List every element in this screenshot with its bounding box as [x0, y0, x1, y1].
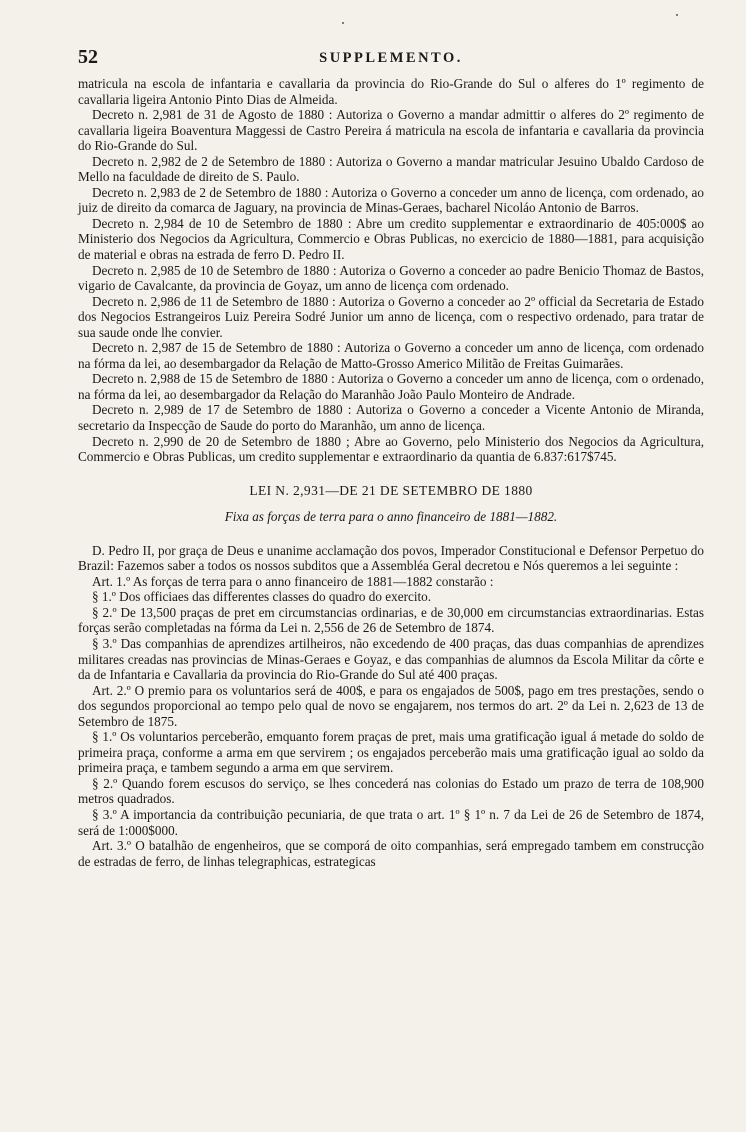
law-paragraph: § 1.º Dos officiaes das differentes classes do quadro do exercito. — [92, 589, 432, 605]
page-header — [78, 46, 704, 76]
decree-paragraph: Decreto n. 2,986 de 11 de Setembro de 1880 : Autoriza o Governo a conceder ao 2º official da Secretaria de Estado dos Negocios Estrangeiros Luiz Pereira Sodré Junior um anno de licença, com o respectivo ordenado, para tratar de sua saude onde lhe convier. — [78, 293, 704, 340]
law-paragraph: § 2.º Quando forem escusos do serviço, se lhes concederá nas colonias do Estado um prazo de terra de 108,900 metros quadrados. — [78, 775, 704, 807]
law-paragraph: § 2.º De 13,500 praças de pret em circumstancias ordinarias, e de 30,000 em circumstancias extraordinarias. Estas forças serão completadas na fórma da Lei n. 2,556 de 26 de Setembro de 1874. — [78, 604, 704, 636]
law-title: LEI N. 2,931—DE 21 DE SETEMBRO DE 1880 — [249, 482, 533, 498]
document-body — [78, 76, 704, 869]
decree-paragraph: Decreto n. 2,984 de 10 de Setembro de 1880 : Abre um credito supplementar e extraordinario de 405:000$ ao Ministerio dos Negocios da Agricultura, Commercio e Obras Publicas, no exercicio de 1880—1881, para acquisição de material e obras na estrada de ferro D. Pedro II. — [78, 215, 704, 263]
law-paragraph: § 3.º Das companhias de aprendizes artilheiros, não excedendo de 400 praças, das duas companhias de aprendizes militares creadas nas provincias de Minas-Geraes e Goyaz, e das companhias de alumnos da Escola Militar da côrte e da de Infantaria e Cavallaria da provincia do Rio-Grande do Sul até 400 praças. — [78, 635, 704, 683]
law-paragraph: Art. 1.º As forças de terra para o anno financeiro de 1881—1882 constarão : — [92, 573, 494, 589]
law-subtitle: Fixa as forças de terra para o anno financeiro de 1881—1882. — [224, 508, 558, 524]
print-speck — [676, 14, 678, 16]
paragraph: matricula na escola de infantaria e cavallaria da provincia do Rio-Grande do Sul o alferes do 1º regimento de cavallaria ligeira Antonio Pinto Dias de Almeida. — [78, 76, 704, 107]
print-speck — [342, 22, 344, 24]
decree-paragraph: Decreto n. 2,989 de 17 de Setembro de 1880 : Autoriza o Governo a conceder a Vicente Antonio de Miranda, secretario da Inspecção de Saude do porto do Maranhão, um anno de licença. — [78, 402, 704, 434]
law-paragraph: Art. 3.º O batalhão de engenheiros, que se comporá de oito companhias, será empregado tambem em construcção de estradas de ferro, de linhas telegraphicas, estrategicas — [78, 838, 704, 869]
law-paragraph: § 1.º Os voluntarios perceberão, emquanto forem praças de pret, mais uma gratificação igual á metade do soldo de primeira praça, conforme a arma em que servirem ; os engajados perceberão mais uma gratificação igual ao soldo da primeira praça, e tambem segundo a arma em que servirem. — [78, 729, 704, 776]
decree-paragraph: Decreto n. 2,981 de 31 de Agosto de 1880 : Autoriza o Governo a mandar admittir o alferes do 2º regimento de cavallaria ligeira Boaventura Maggessi de Castro Pereira á matricula na escola de infantaria e cavallaria da provincia do Rio-Grande do Sul. — [78, 107, 704, 154]
law-paragraph: § 3.º A importancia da contribuição pecuniaria, de que trata o art. 1º § 1º n. 7 da Lei de 26 de Setembro de 1874, será de 1:000$000. — [78, 806, 704, 838]
decree-paragraph: Decreto n. 2,988 de 15 de Setembro de 1880 : Autoriza o Governo a conceder um anno de licença, com o ordenado, na fórma da lei, ao desembargador da Relação do Maranhão João Paulo Monteiro de Andrade. — [78, 371, 704, 402]
decree-paragraph: Decreto n. 2,987 de 15 de Setembro de 1880 : Autoriza o Governo a conceder um anno de licença, com ordenado na fórma da lei, ao desembargador da Relação de Matto-Grosso Americo Militão de Freitas Guimarães. — [78, 340, 704, 371]
law-paragraph: D. Pedro II, por graça de Deus e unanime acclamação dos povos, Imperador Constitucional e Defensor Perpetuo do Brazil: Fazemos saber a todos os nossos subditos que a Assembléa Geral decretou e Nós queremos a lei seguinte : — [78, 542, 704, 574]
decree-paragraph: Decreto n. 2,985 de 10 de Setembro de 1880 : Autoriza o Governo a conceder ao padre Benicio Thomaz de Bastos, vigario de Cavalcante, da provincia de Goyaz, um anno de licença com ordenado. — [78, 262, 704, 294]
decree-paragraph: Decreto n. 2,982 de 2 de Setembro de 1880 : Autoriza o Governo a mandar matricular Jesuino Ubaldo Cardoso de Mello na faculdade de direito de S. Paulo. — [78, 153, 704, 185]
decree-paragraph: Decreto n. 2,990 de 20 de Setembro de 1880 ; Abre ao Governo, pelo Ministerio dos Negocios da Agricultura, Commercio e Obras Publicas, um credito supplementar e extraordinario da quantia de 6.837:617$745. — [78, 433, 704, 465]
page-number: 52 — [78, 46, 98, 68]
document-page — [78, 46, 704, 869]
decree-paragraph: Decreto n. 2,983 de 2 de Setembro de 1880 : Autoriza o Governo a conceder um anno de licença, com ordenado, ao juiz de direito da comarca de Jaguary, na provincia de Minas-Geraes, bacharel Nicoláo Antonio de Barros. — [78, 184, 704, 216]
running-title: SUPPLEMENTO. — [319, 50, 463, 66]
law-paragraph: Art. 2.º O premio para os voluntarios será de 400$, e para os engajados de 500$, pago em tres prestações, sendo o dos segundos proporcional ao tempo pelo qual de novo se engajarem, nos termos do art. 2º da Lei n. 2,623 de 13 de Setembro de 1875. — [78, 682, 704, 729]
